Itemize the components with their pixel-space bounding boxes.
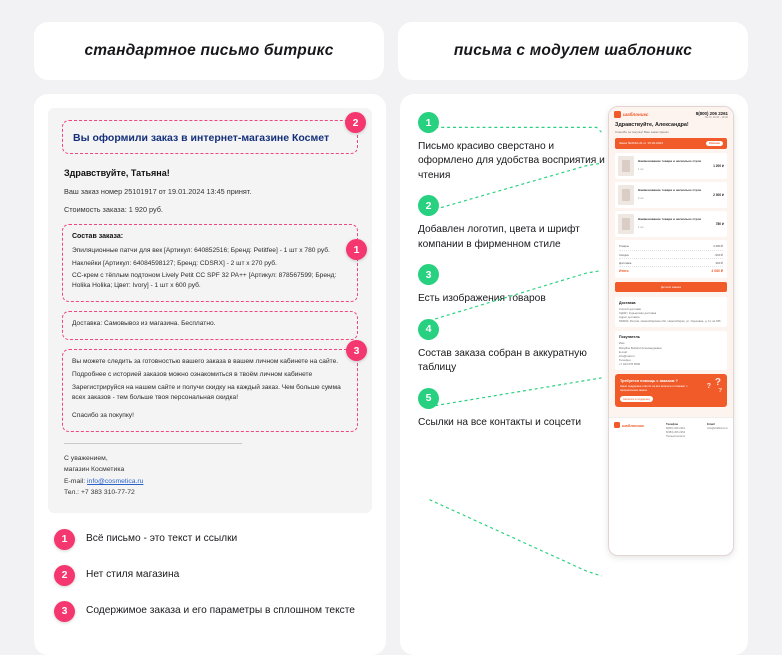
- thanks-line: Спасибо за покупку!: [72, 411, 134, 419]
- section-line: +7 913 678 5000: [619, 362, 641, 367]
- product-info: [638, 218, 712, 229]
- totals-row-grand: [619, 267, 723, 274]
- phone-contact: [696, 111, 728, 119]
- footer-email: [707, 422, 728, 431]
- email-subject: Вы оформили заказ в интернет-магазине Космет: [73, 132, 330, 144]
- phone-header: [609, 107, 733, 122]
- product-row: [615, 182, 727, 208]
- header-card-left: [34, 22, 384, 80]
- body-line: Вы можете следить за готовностью вашего заказа в вашем личном кабинете на сайте.: [72, 358, 339, 366]
- logo-mark-icon: [614, 422, 620, 428]
- product-qty: 1 шт: [638, 226, 644, 230]
- delivery-section: [615, 297, 727, 328]
- benefit-badge: 2: [418, 195, 439, 216]
- product-title: Наименование товара и несколько строк: [638, 188, 702, 193]
- marker-2: 2: [345, 112, 366, 133]
- totals-row: [619, 259, 723, 267]
- footer-phone-1[interactable]: 8(800) 206 2261: [666, 427, 686, 431]
- order-bar: [615, 138, 727, 149]
- product-price: 780 ₽: [715, 221, 724, 226]
- column-shablonix-email: [400, 94, 748, 655]
- header-left-title: стандартное письмо битрикс: [84, 42, 334, 59]
- marker-3: 3: [346, 340, 367, 361]
- section-line: E-mail: [619, 349, 627, 354]
- product-title: Наименование товара и несколько строк: [638, 217, 702, 222]
- column-standard-email: [34, 94, 386, 655]
- product-title: Наименование товара и несколько строк: [638, 159, 702, 164]
- product-info: [638, 189, 709, 200]
- composition-item: Наклейки [Артикул: 64084598127; Бренд: CDSRX] - 2 шт x 270 руб.: [72, 259, 277, 267]
- help-banner: [615, 374, 727, 407]
- benefit-badge: 1: [418, 112, 439, 133]
- section-title: Доставка: [619, 300, 636, 305]
- footer-email-label: Email: [707, 422, 715, 427]
- legend-text: Всё письмо - это текст и ссылки: [86, 532, 238, 544]
- totals-key: Скидка: [619, 252, 629, 257]
- totals-value: 4 080 ₽: [711, 269, 723, 274]
- section-line: info@mail.ru: [619, 353, 635, 358]
- section-line: 630000, Россия, Новосибирская обл, Новосибирск, ул. Ореховая, д. 11, кв 186: [619, 319, 721, 324]
- product-price: 2 300 ₽: [713, 192, 724, 197]
- email-greeting: Здравствуйте, Татьяна!: [64, 168, 170, 178]
- email-total-line: Стоимость заказа: 1 920 руб.: [64, 204, 163, 214]
- product-image: [618, 156, 634, 176]
- order-status-badge: Оплачен: [706, 141, 723, 146]
- totals-value: 300 ₽: [715, 260, 723, 265]
- email-subject-box: [62, 116, 359, 154]
- contact-hours: Пн-Пт 10:00 - 19:00: [704, 116, 728, 119]
- legend-item: [54, 601, 372, 622]
- sign-shop: магазин Косметика: [64, 466, 125, 474]
- benefit-item: [418, 112, 608, 183]
- footer-note: Полный каталог: [666, 434, 686, 438]
- help-text: Наши поддержка ответит на все вопросы и поможет с оформлением заказа.: [620, 385, 688, 393]
- sign-email-label: E-mail:: [64, 477, 86, 485]
- section-line: Способ доставки: [619, 306, 642, 311]
- sign-email-link[interactable]: info@cosmetica.ru: [87, 477, 144, 485]
- question-mark-icon: ?: [714, 377, 721, 389]
- order-details-button[interactable]: Детали заказа: [615, 282, 727, 292]
- help-button[interactable]: Написать в поддержку: [620, 396, 653, 402]
- legend-item: [54, 565, 372, 586]
- product-info: [638, 160, 709, 171]
- product-row: [615, 153, 727, 179]
- email-signature: [64, 453, 358, 499]
- totals-row: [619, 243, 723, 251]
- benefit-text: Письмо красиво сверстано и оформлено для удобства восприятия и чтения: [418, 141, 605, 181]
- body-line: Подробнее с историей заказов можно ознакомиться в твоём личном кабинете: [72, 371, 313, 378]
- section-line: Marylline Borland Александровна: [619, 345, 662, 350]
- product-price: 1 200 ₽: [713, 163, 724, 168]
- question-mark-icon: ?: [706, 383, 711, 391]
- legend-text: Нет стиля магазина: [86, 568, 180, 580]
- section-line: Имя: [619, 341, 625, 346]
- benefit-text: Есть изображения товаров: [418, 293, 546, 305]
- benefit-text: Ссылки на все контакты и соцсети: [418, 416, 582, 428]
- delivery-line: Доставка: Самовывоз из магазина. Бесплатно.: [72, 320, 216, 328]
- benefit-text: Добавлен логотип, цвета и шрифт компании в фирменном стиле: [418, 224, 580, 250]
- section-line: Телефон: [619, 358, 631, 363]
- product-qty: 1 шт: [638, 168, 644, 172]
- email-delivery-box: [62, 311, 358, 340]
- totals-value: -500 ₽: [714, 252, 723, 257]
- benefit-badge: 3: [418, 264, 439, 285]
- benefit-text: Состав заказа собран в аккуратную таблицу: [418, 347, 587, 374]
- benefit-badge: 4: [418, 319, 439, 340]
- question-mark-icon: ?: [718, 388, 722, 395]
- section-title: Покупатель: [619, 335, 640, 340]
- customer-section: [615, 331, 727, 370]
- headers: [34, 22, 748, 80]
- footer-phone: [666, 422, 685, 439]
- brand-logo: [614, 111, 649, 118]
- body-line: Зарегистрируйся на нашем сайте и получи скидку на каждый заказ. Чем больше сумма всех заказов - тем больше твоя персональная скидка!: [72, 383, 341, 401]
- email-order-line: Ваш заказ номер 25101917 от 19.01.2024 13:45 принят.: [64, 187, 252, 196]
- footer-phone-label: Телефон: [666, 422, 679, 427]
- email-text-box: [62, 344, 360, 431]
- phone-greeting: Здравствуйте, Александра!: [615, 122, 689, 129]
- product-qty: 2 шт: [638, 197, 644, 201]
- legend-badge: 3: [54, 601, 75, 622]
- benefit-item: [418, 388, 608, 430]
- totals-key: Итого: [619, 269, 629, 274]
- benefit-item: [418, 195, 608, 252]
- footer-email-value[interactable]: info@shablonix.ru: [707, 427, 728, 431]
- email-mock: [48, 108, 372, 513]
- header-right-title: письма с модулем шаблоникс: [453, 42, 693, 59]
- phone-email-preview: [608, 106, 734, 556]
- logo-mark-icon: [614, 111, 621, 118]
- contact-number[interactable]: 8(800) 206 2261: [695, 111, 728, 116]
- marker-1: 1: [346, 239, 367, 260]
- section-line: СДЭК / Курьерская доставка: [619, 310, 657, 315]
- header-card-right: [398, 22, 748, 80]
- composition-title: Состав заказа:: [72, 233, 124, 241]
- sign-tel: Тел.: +7 383 310-77-72: [64, 489, 135, 497]
- benefit-item: [418, 264, 608, 306]
- benefit-list: [412, 108, 608, 641]
- totals-key: Доставка: [619, 260, 632, 265]
- legend-text: Содержимое заказа и его параметры в сплошном тексте: [86, 604, 355, 616]
- left-legend: [48, 529, 372, 622]
- email-composition-box: [62, 224, 358, 302]
- benefit-badge: 5: [418, 388, 439, 409]
- comparison-columns: [34, 94, 748, 655]
- logo-text: шаблоникс: [623, 112, 649, 117]
- section-line: Адрес доставки: [619, 314, 640, 319]
- phone-footer: [609, 417, 733, 443]
- footer-logo-text: шаблоникс: [622, 422, 645, 428]
- totals-value: 4 280 ₽: [713, 244, 723, 249]
- composition-item: CC-крем с тёплым подтоном Lively Petit CC SPF 32 PA++ [Артикул: 878567599; Бренд: Holika Holika; Цвет: Ivory] - 1 шт x 600 руб.: [72, 272, 337, 290]
- footer-phone-2[interactable]: 8(383) 206 2262: [666, 431, 686, 435]
- legend-badge: 1: [54, 529, 75, 550]
- sign-label: С уважением,: [64, 454, 108, 462]
- phone-body: [609, 122, 733, 417]
- benefit-item: [418, 319, 608, 376]
- divider: [64, 443, 242, 444]
- totals-row: [619, 251, 723, 259]
- product-row: [615, 211, 727, 237]
- product-image: [618, 185, 634, 205]
- phone-subtitle: Спасибо за покупку! Ваш заказ принят.: [615, 129, 670, 134]
- product-image: [618, 214, 634, 234]
- legend-item: [54, 529, 372, 550]
- help-title: Требуется помощь с заказом ?: [620, 379, 678, 384]
- order-number: Заказ №1510-21 от 15.04.2024: [619, 141, 663, 146]
- legend-badge: 2: [54, 565, 75, 586]
- composition-item: Эпиляционные патчи для век [Артикул: 640852516; Бренд: Petitfee] - 1 шт x 780 руб.: [72, 246, 330, 254]
- totals-key: Товары: [619, 244, 629, 249]
- footer-logo: [614, 422, 644, 428]
- totals-table: [615, 240, 727, 278]
